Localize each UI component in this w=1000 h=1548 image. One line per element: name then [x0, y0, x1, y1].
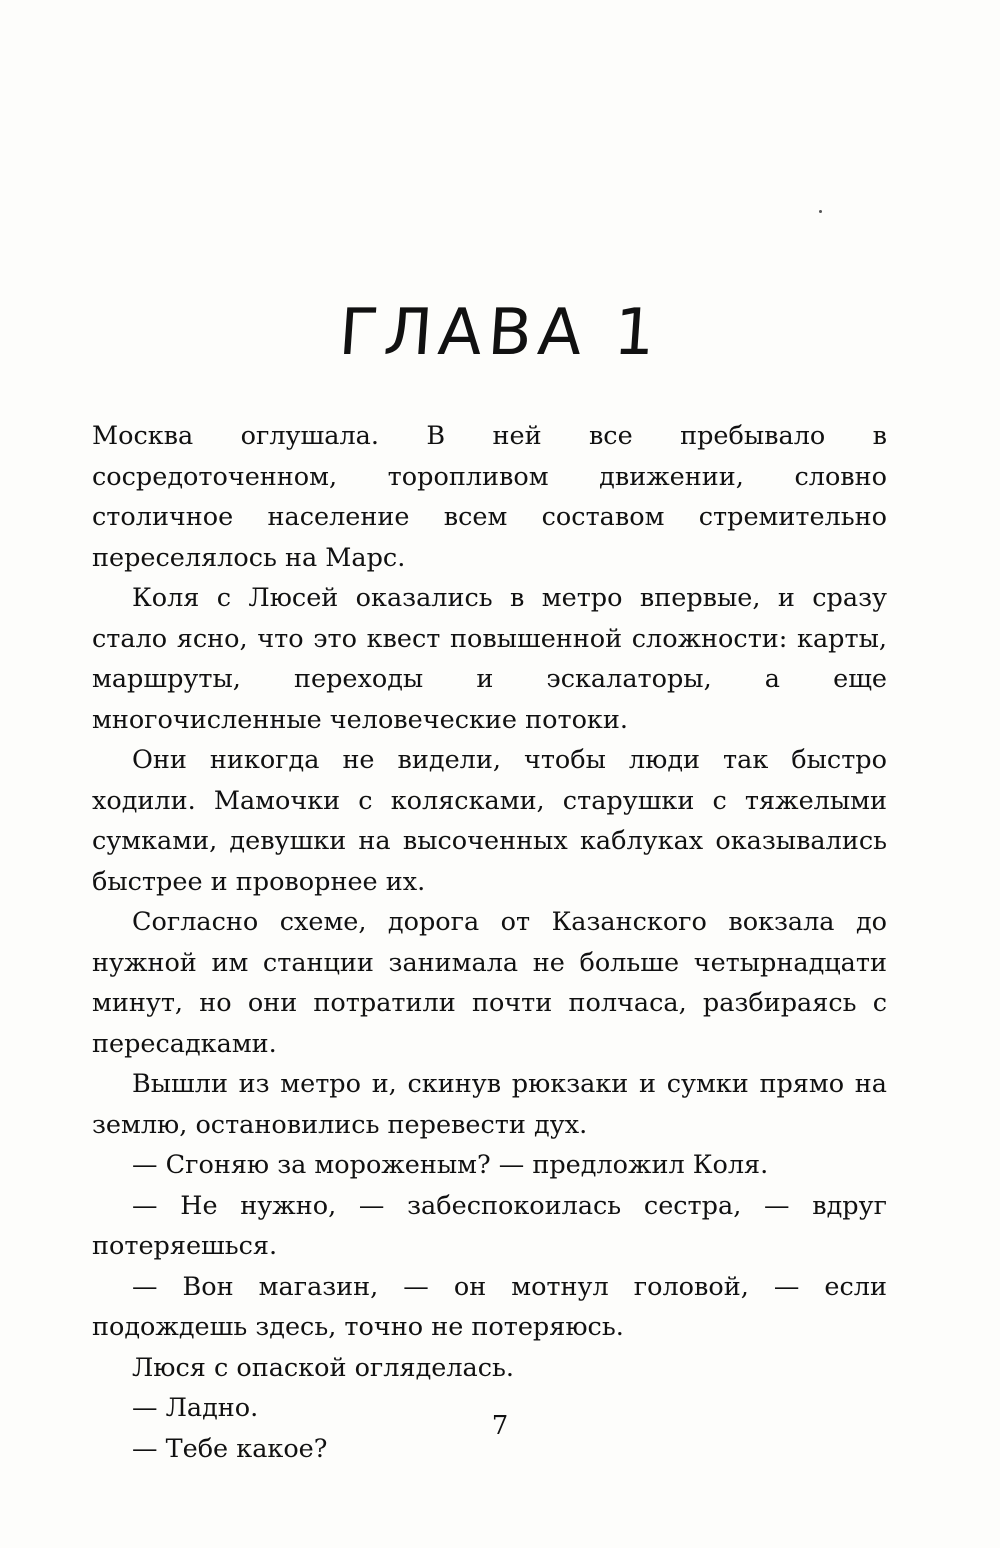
paragraph: Люся с опаской огляделась. — [132, 1352, 515, 1383]
chapter-title: ГЛАВА 1 — [336, 296, 664, 370]
paragraph: Они никогда не видели, чтобы люди так быстро ходили. Мамочки с колясками, старушки с тяжелыми сумками, девушки на высоченных каблуках оказывались быстрее и проворнее их. — [92, 745, 887, 897]
dialogue-line: — Ладно. — [132, 1393, 259, 1423]
paragraph: Вышли из метро и, скинув рюкзаки и сумки прямо на землю, остановились перевести дух. — [92, 1069, 887, 1140]
paragraph: Согласно схеме, дорога от Казанского вокзала до нужной им станции занимала не больше четырнадцати минут, но они потратили почти полчаса, разбираясь с пересадками. — [92, 907, 887, 1059]
dialogue-line: — Тебе какое? — [132, 1433, 328, 1464]
body-text — [92, 416, 887, 1469]
page-number: 7 — [491, 1411, 509, 1441]
paragraph: Коля с Люсей оказались в метро впервые, и сразу стало ясно, что это квест повышенной сложности: карты, маршруты, переходы и эскалаторы, а еще многочисленные человеческие потоки. — [92, 583, 887, 735]
dialogue-line: — Не нужно, — забеспокоилась сестра, — вдруг потеряешься. — [92, 1190, 887, 1261]
dialogue-line: — Вон магазин, — он мотнул головой, — если подождешь здесь, точно не потеряюсь. — [92, 1271, 887, 1342]
print-speck — [819, 210, 822, 213]
paragraph: Москва оглушала. В ней все пребывало в сосредоточенном, торопливом движении, словно столичное население всем составом стремительно переселялось на Марс. — [92, 421, 887, 573]
dialogue-line: — Сгоняю за мороженым? — предложил Коля. — [132, 1150, 769, 1180]
